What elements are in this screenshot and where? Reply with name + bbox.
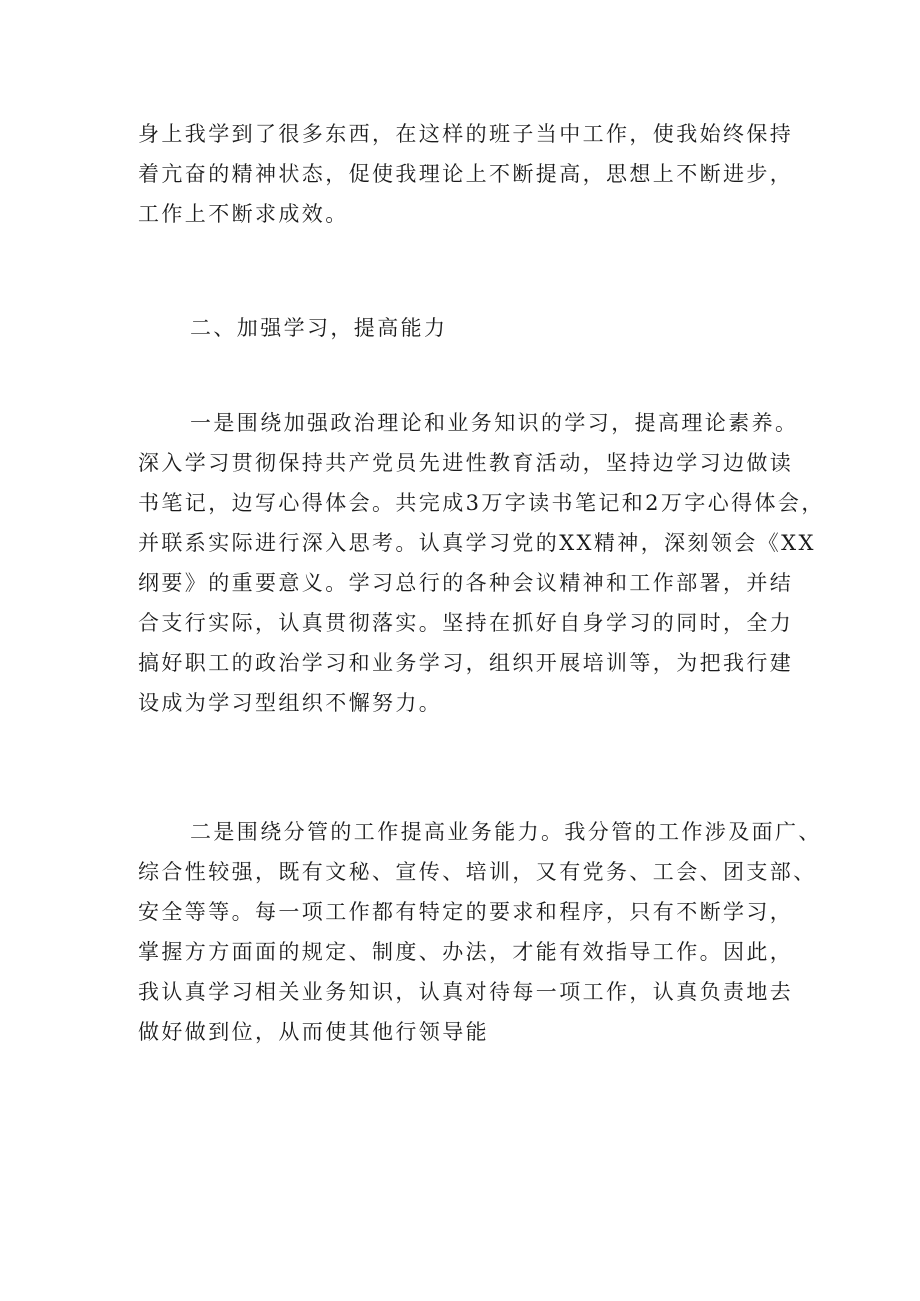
- paragraph-2: [138, 403, 825, 723]
- text-line: 纲要》的重要意义。学习总行的各种会议精神和工作部署，并结: [138, 571, 794, 595]
- text-line: 安全等等。每一项工作都有特定的要求和程序，只有不断学习，: [138, 900, 794, 924]
- text-line: 着亢奋的精神状态，促使我理论上不断提高，思想上不断进步，: [138, 162, 794, 186]
- paragraph-1: [138, 114, 798, 234]
- paragraph-3: [138, 812, 822, 1052]
- text-line: 二是围绕分管的工作提高业务能力。我分管的工作涉及面广、: [190, 820, 822, 844]
- text-line: 并联系实际进行深入思考。认真学习党的XX精神，深刻领会《XX: [138, 531, 816, 555]
- section-heading: [138, 308, 798, 348]
- text-line: 综合性较强，既有文秘、宣传、培训，又有党务、工会、团支部、: [138, 860, 817, 884]
- text-line: 身上我学到了很多东西，在这样的班子当中工作，使我始终保持: [138, 122, 794, 146]
- text-line: 做好做到位，从而使其他行领导能: [138, 1020, 489, 1044]
- text-line: 合支行实际，认真贯彻落实。坚持在抓好自身学习的同时，全力: [138, 611, 794, 635]
- text-line: 搞好职工的政治学习和业务学习，组织开展培训等，为把我行建: [138, 651, 794, 675]
- text-line: 深入学习贯彻保持共产党员先进性教育活动，坚持边学习边做读: [138, 451, 794, 475]
- text-line: 我认真学习相关业务知识，认真对待每一项工作，认真负责地去: [138, 980, 794, 1004]
- text-line: 设成为学习型组织不懈努力。: [138, 691, 443, 715]
- text-line: 掌握方方面面的规定、制度、办法，才能有效指导工作。因此，: [138, 940, 794, 964]
- text-line: 工作上不断求成效。: [138, 202, 349, 226]
- text-line: 书笔记，边写心得体会。共完成3万字读书笔记和2万字心得体会，: [138, 491, 825, 515]
- text-line: 一是围绕加强政治理论和业务知识的学习，提高理论素养。: [190, 411, 799, 435]
- heading-text: 二、加强学习，提高能力: [190, 316, 448, 340]
